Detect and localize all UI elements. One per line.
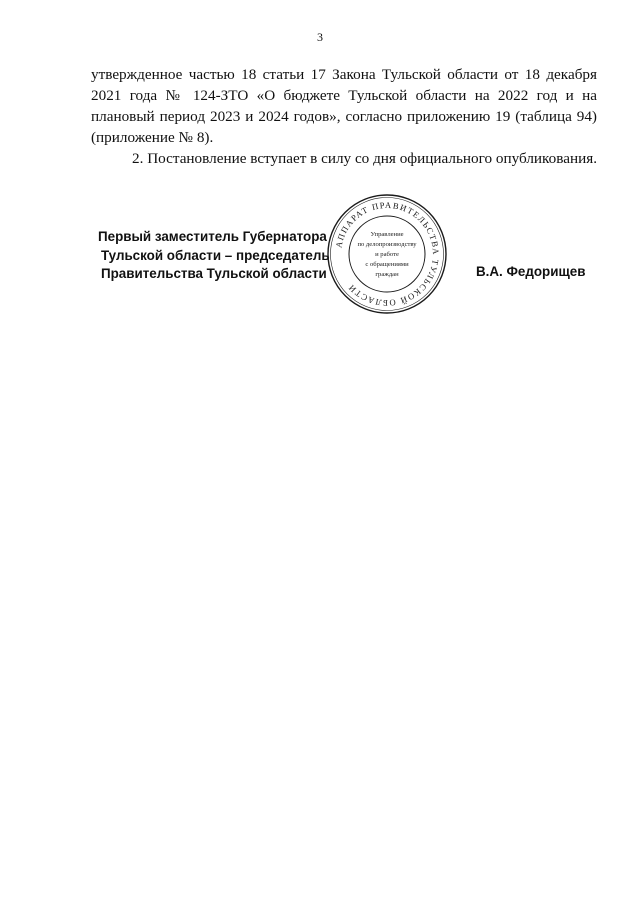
- seal-inner-line: граждан: [375, 271, 399, 278]
- seal-inner-text: [357, 231, 417, 278]
- seal-inner-line: с обращениями: [365, 261, 409, 268]
- position-line-1: Первый заместитель Губернатора: [98, 229, 327, 244]
- seal-outer-text: АППАРАТ ПРАВИТЕЛЬСТВА ТУЛЬСКОЙ ОБЛАСТИ: [333, 199, 442, 309]
- official-seal-stamp: [326, 193, 448, 315]
- seal-inner-line: Управление: [370, 231, 404, 238]
- body-paragraph-2: 2. Постановление вступает в силу со дня официального опубликования.: [132, 150, 597, 167]
- position-line-3: Правительства Тульской области: [101, 266, 327, 281]
- document-body: [91, 64, 597, 169]
- page-number: 3: [317, 30, 323, 44]
- seal-inner-line: по делопроизводству: [357, 241, 417, 248]
- position-line-2: Тульской области – председатель: [101, 247, 330, 263]
- seal-inner-line: и работе: [375, 251, 399, 258]
- signatory-position: [98, 228, 330, 284]
- signatory-name: В.А. Федорищев: [476, 264, 586, 279]
- body-paragraph-1: утвержденное частью 18 статьи 17 Закона Тульской области от 18 декабря 2021 года № 124-ЗТО «О бюджете Тульской области на 2022 год и на плановый период 2023 и 2024 годов», согласно приложению 19 (таблица 94) (приложение № 8).: [91, 66, 597, 146]
